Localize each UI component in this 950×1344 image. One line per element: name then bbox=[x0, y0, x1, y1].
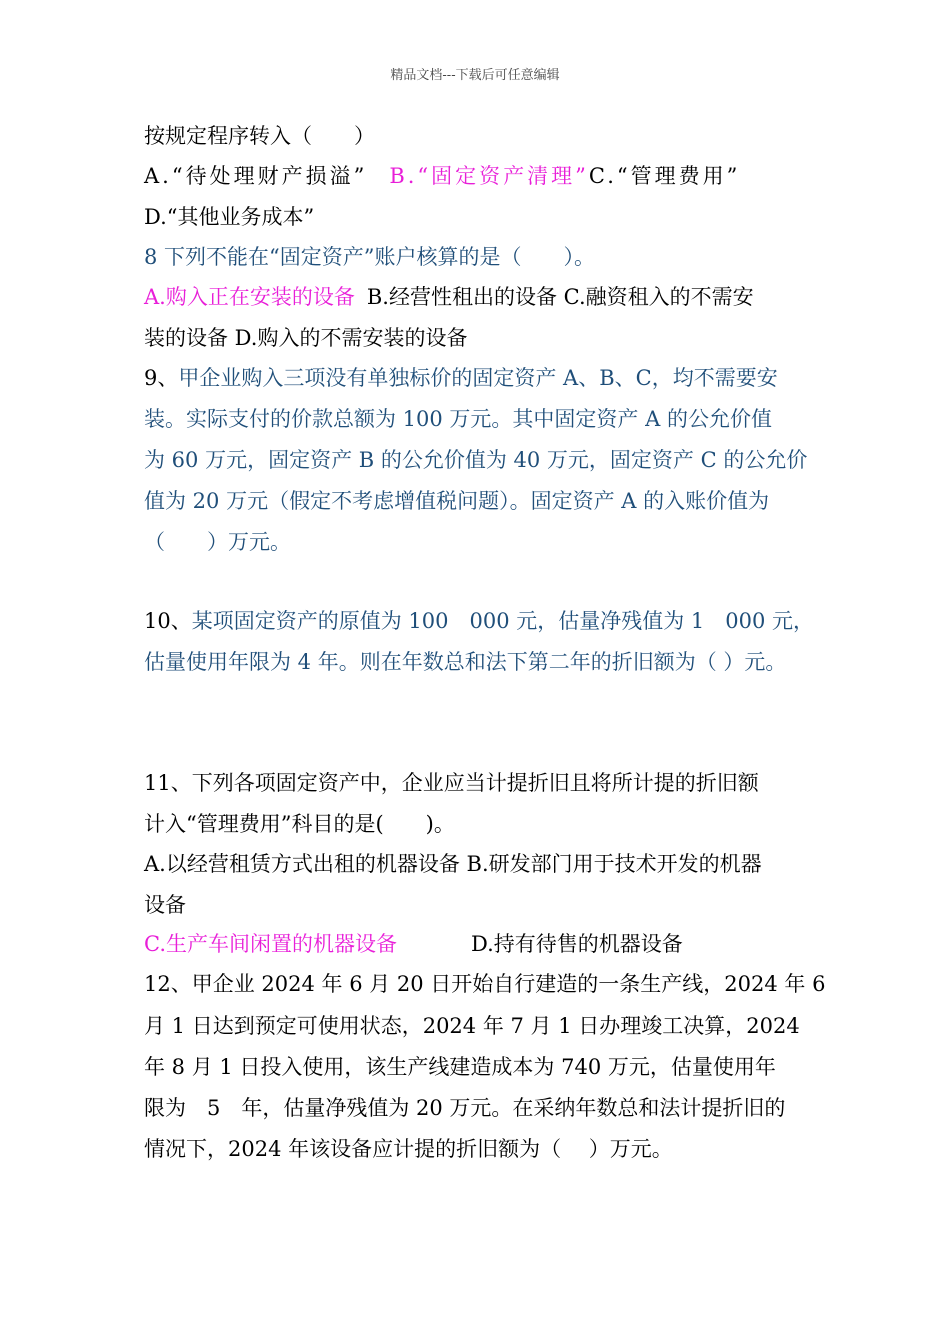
question-text: 12、甲企业 2024 年 6 月 20 日开始自行建造的一条生产线，2024 年 6 bbox=[144, 972, 826, 996]
text-line: 月 1 日达到预定可使用状态，2024 年 7 月 1 日办理竣工决算，2024 bbox=[144, 1014, 800, 1038]
q10-line2 bbox=[144, 648, 786, 676]
option-d: D.“其他业务成本” bbox=[144, 205, 315, 229]
q8-options-line1 bbox=[144, 283, 754, 311]
text-line: 设备 bbox=[144, 893, 186, 917]
q11-options-line3 bbox=[144, 930, 683, 958]
q10-line1 bbox=[144, 607, 814, 635]
option-a: A.“待处理财产损溢” bbox=[144, 164, 368, 188]
question-number: 9、 bbox=[144, 366, 179, 390]
q7-option-d bbox=[144, 203, 314, 231]
text-line: （ ）万元。 bbox=[144, 530, 291, 554]
text-line: 情况下，2024 年该设备应计提的折旧额为（ ）万元。 bbox=[144, 1137, 673, 1161]
q9-line4 bbox=[144, 487, 769, 515]
text-line: 值为 20 万元（假定不考虑增值税问题）。固定资产 A 的入账价值为 bbox=[144, 489, 770, 513]
document-header: 精品文档---下载后可任意编辑 bbox=[390, 68, 560, 83]
q7-continuation bbox=[144, 122, 375, 150]
q12-line3 bbox=[144, 1053, 776, 1081]
question-number: 10、 bbox=[144, 609, 192, 633]
option-a-answer: A.购入正在安装的设备 bbox=[144, 285, 355, 309]
question-text: 11、下列各项固定资产中，企业应当计提折旧且将所计提的折旧额 bbox=[144, 771, 759, 795]
option-ab: A.以经营租赁方式出租的机器设备 B.研发部门用于技术开发的机器 bbox=[144, 852, 762, 876]
q9-line1 bbox=[144, 364, 778, 392]
q9-line3 bbox=[144, 446, 807, 474]
q12-line2 bbox=[144, 1012, 800, 1040]
option-c: C.“管理费用” bbox=[588, 164, 741, 188]
q9-line5 bbox=[144, 528, 291, 556]
q11-options-line2 bbox=[144, 891, 186, 919]
q11-line1 bbox=[144, 769, 759, 797]
option-c-answer: C.生产车间闲置的机器设备 bbox=[144, 932, 397, 956]
q9-line2 bbox=[144, 405, 772, 433]
question-text: 甲企业购入三项没有单独标价的固定资产 A、B、C，均不需要安 bbox=[178, 366, 778, 390]
question-text: 8 下列不能在“固定资产”账户核算的是（ ）。 bbox=[144, 245, 596, 269]
q12-line1 bbox=[144, 970, 825, 998]
text-line: 按规定程序转入（ ） bbox=[144, 124, 375, 148]
text-line: 计入“管理费用”科目的是( )。 bbox=[144, 812, 455, 836]
q12-line4 bbox=[144, 1094, 785, 1122]
question-text: 某项固定资产的原值为 100 000 元，估量净残值为 1 000 元， bbox=[191, 609, 815, 633]
text-line: 限为 5 年，估量净残值为 20 万元。在采纳年数总和法计提折旧的 bbox=[144, 1096, 786, 1120]
option-b-answer: B.“固定资产清理” bbox=[389, 164, 589, 188]
q11-line2 bbox=[144, 810, 455, 838]
text-line: 装。实际支付的价款总额为 100 万元。其中固定资产 A 的公允价值 bbox=[144, 407, 772, 431]
text-line: 为 60 万元，固定资产 B 的公允价值为 40 万元，固定资产 C 的公允价 bbox=[144, 448, 808, 472]
q11-options-line1 bbox=[144, 850, 762, 878]
text-line: 估量使用年限为 4 年。则在年数总和法下第二年的折旧额为（ ）元。 bbox=[144, 650, 787, 674]
q12-line5 bbox=[144, 1135, 673, 1163]
text-line: 装的设备 D.购入的不需安装的设备 bbox=[144, 326, 468, 350]
text-line: 年 8 月 1 日投入使用，该生产线建造成本为 740 万元，估量使用年 bbox=[144, 1055, 776, 1079]
q8-stem bbox=[144, 243, 595, 271]
q8-options-line2 bbox=[144, 324, 467, 352]
q7-options-abc bbox=[144, 162, 740, 190]
option-d: D.持有待售的机器设备 bbox=[471, 932, 683, 956]
option-bc: B.经营性租出的设备 C.融资租入的不需安 bbox=[366, 285, 754, 309]
